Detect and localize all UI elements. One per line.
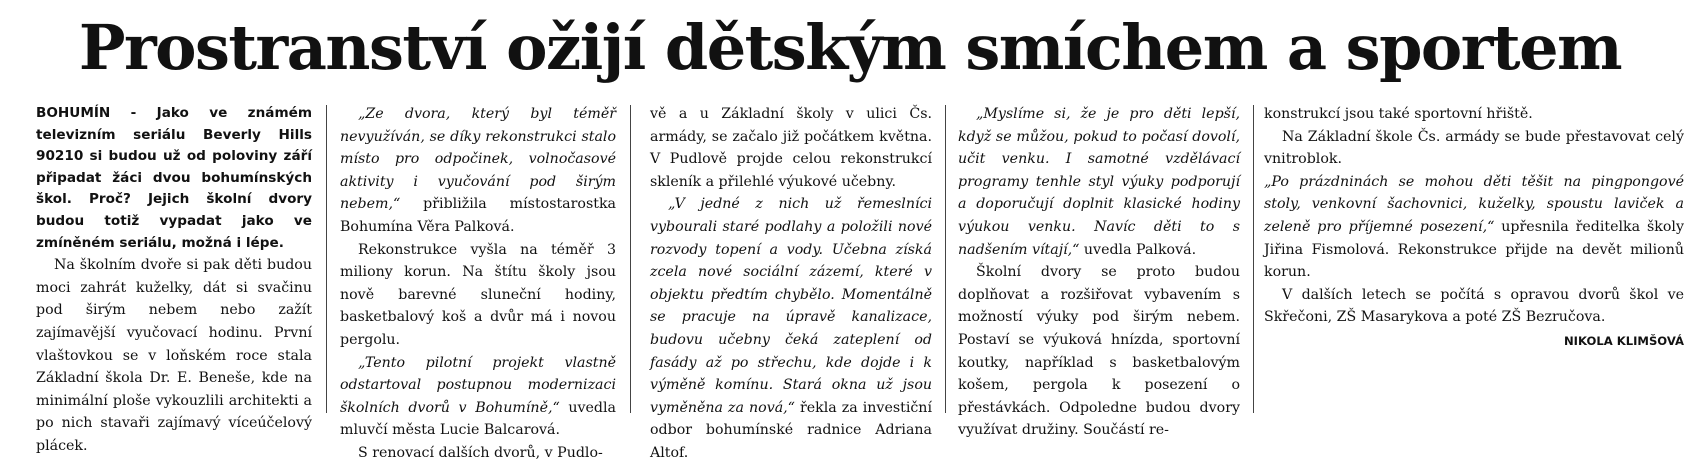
attribution: upřesnila ředitelka školy Jiřina Fismolová. Rekonstrukce přijde na devět milionů korun. <box>1264 218 1684 281</box>
lead-paragraph: BOHUMÍN - Jako ve známém televizním seriálu Beverly Hills 90210 si budou už od poloviny září připadat žáci dvou bohumínských škol. Proč? Jejich školní dvory budou totiž vypadat jako ve zmíněném seriálu, možná i lépe. <box>36 105 312 251</box>
column-divider <box>326 105 327 413</box>
column-divider <box>630 105 631 413</box>
quote-paragraph <box>1264 171 1684 284</box>
paragraph: Rekonstrukce vyšla na téměř 3 miliony korun. Na štítu školy jsou nově barevné sluneční hodiny, basketbalový koš a dvůr má i novou pergolu. <box>340 241 616 348</box>
paragraph: Na Základní škole Čs. armády se bude přestavovat celý vnitroblok. <box>1264 128 1684 168</box>
column-2 <box>340 103 616 461</box>
attribution: přibližila místostarostka Bohumína Věra Palková. <box>340 196 616 235</box>
quote: „Po prázdninách se mohou děti těšit na pingpongové stoly, venkovní šachovnici, kuželky, spoustu laviček a zeleně pro příjemné posezení,“ <box>1264 173 1684 235</box>
quote-paragraph <box>340 103 616 239</box>
author-byline: NIKOLA KLIMŠOVÁ <box>1563 333 1684 348</box>
quote-paragraph <box>958 103 1240 261</box>
column-3 <box>650 103 932 461</box>
column-divider <box>1253 105 1254 413</box>
headline: Prostranství ožijí dětským smíchem a sportem <box>78 11 1622 84</box>
quote: „Tento pilotní projekt vlastně odstartoval postupnou modernizaci školních dvorů v Bohumíně,“ <box>340 354 616 416</box>
paragraph: Školní dvory se proto budou doplňovat a rozšiřovat vybavením s možností výuky pod širým nebem. Postaví se výuková hnízda, sportovní koutky, například s basketbalovým košem, pergola k posezení o přestávkách. Odpoledne budou dvory využívat družiny. Součástí re- <box>958 264 1240 439</box>
quote-paragraph <box>650 193 932 464</box>
column-5 <box>1264 103 1684 419</box>
attribution: řekla za investiční odbor bohumínské radnice Adriana Altof. <box>650 399 932 461</box>
paragraph: S renovací dalších dvorů, v Pudlo- <box>358 444 603 461</box>
column-4 <box>958 103 1240 439</box>
attribution: uvedla mluvčí města Lucie Balcarová. <box>340 399 616 439</box>
quote: „Myslíme si, že je pro děti lepší, když se můžou, pokud to počasí dovolí, učit venku. I samotné vzdělávací programy tenhle styl výuky podporují a doporučují doplnit klasické hodiny výukou venku. Navíc děti to s nadšením vítají,“ <box>958 106 1240 258</box>
article-body <box>0 103 1699 461</box>
quote: „V jedné z nich už řemeslníci vybourali staré podlahy a položili nové rozvody topení a vody. Učebna získá zcela nové sociální zázemí, které v objektu předtím chybělo. Momentálně se pracuje na úpravě kanalizace, budovu učebny čeká zateplení od fasády až po střechu, kde dojde i k výměně komínu. Stará okna už jsou vyměněna za nová,“ <box>650 196 932 416</box>
quote: „Ze dvora, který byl téměř nevyužíván, se díky rekonstrukci stalo místo pro odpočinek, volnočasové aktivity i vyučování pod širým nebem,“ <box>340 106 616 213</box>
attribution: uvedla Palková. <box>1079 241 1197 258</box>
paragraph: Na školním dvoře si pak děti budou moci zahrát kuželky, dát si svačinu pod širým nebem nebo zažít zajímavější vyučovací hodinu. První vlaštovkou se v loňském roce stala Základní škola Dr. E. Beneše, kde na minimální ploše vykouzlili architekti a po nich stavaři zajímavý víceúčelový plácek. <box>36 257 312 454</box>
paragraph: V dalších letech se počítá s opravou dvorů škol ve Skřečoni, ZŠ Masarykova a poté ZŠ Bezručova. <box>1264 286 1684 326</box>
paragraph: konstrukcí jsou také sportovní hřiště. <box>1264 106 1533 122</box>
paragraph: vě a u Základní školy v ulici Čs. armády, se začalo již počátkem května. V Pudlově projde celou rekonstrukcí skleník a přilehlé výukové učebny. <box>650 106 932 190</box>
column-divider <box>945 105 946 413</box>
column-1 <box>36 103 312 454</box>
quote-paragraph <box>340 352 616 442</box>
